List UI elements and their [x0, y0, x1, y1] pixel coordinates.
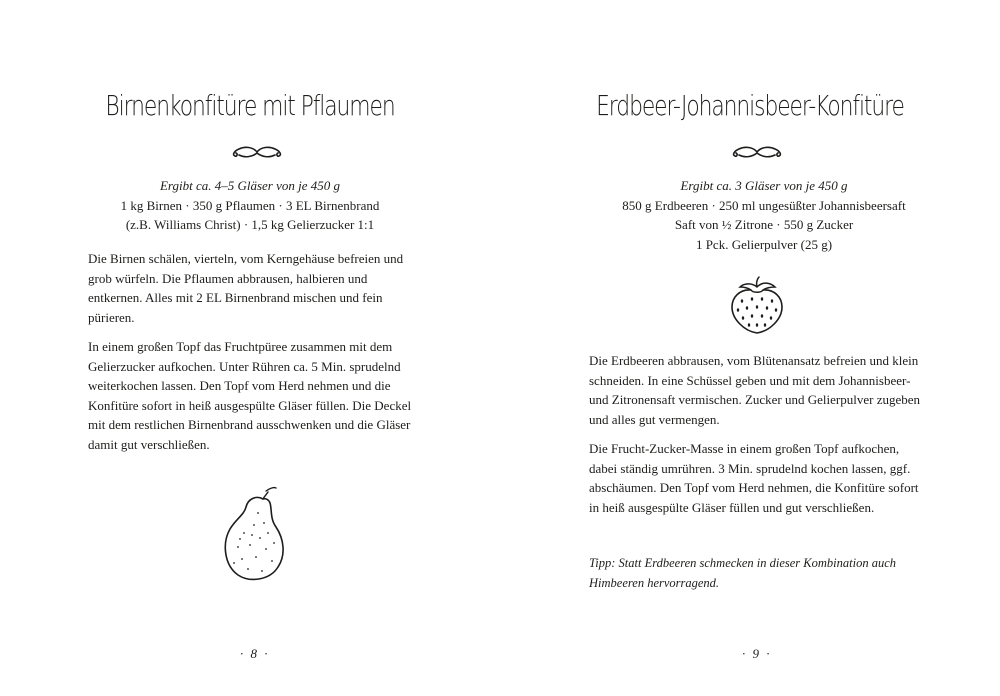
- ingredient-line: 1 kg Birnen · 350 g Pflaumen · 3 EL Birnenbrand: [120, 197, 380, 213]
- ingredient-line: (z.B. Williams Christ) · 1,5 kg Gelierzucker 1:1: [125, 217, 375, 232]
- page-number: · 9 ·: [742, 646, 772, 661]
- instruction-paragraph: Die Birnen schälen, vierteln, vom Kerngehäuse befreien und grob würfeln. Die Pflaumen abbrausen, halbieren und entkernen. Alles mit 2 EL Birnenbrand mischen und fein pürieren.: [88, 251, 404, 325]
- instruction-paragraph: In einem großen Topf das Fruchtpüree zusammen mit dem Gelierzucker aufkochen. Unter Rühren ca. 5 Min. sprudelnd weiterkochen lassen. Den Topf vom Herd nehmen und die Konfitüre sofort in heiß ausgespülte Gläser füllen. Die Deckel mit dem restlichen Birnenbrand ausschwenken und die Gläser damit gut verschließen.: [88, 339, 412, 452]
- ingredient-line: Saft von ½ Zitrone · 550 g Zucker: [674, 217, 854, 232]
- pear-illustration-icon: [214, 483, 294, 583]
- recipe-title: Erdbeer-Johannisbeer-Konfitüre: [596, 89, 904, 122]
- recipe-title: Birnenkonfitüre mit Pflaumen: [105, 89, 395, 122]
- instruction-paragraph: Die Frucht-Zucker-Masse in einem großen Topf aufkochen, dabei ständig umrühren. 3 Min. sprudelnd kochen lassen, ggf. abschäumen. Den Topf vom Herd nehmen, die Konfitüre sofort in heiß ausgespülte Gläser füllen und gut verschließen.: [589, 441, 919, 515]
- instruction-paragraph: Die Erdbeeren abbrausen, vom Blütenansatz befreien und klein schneiden. In eine Schüssel geben und mit dem Johannisbeer- und Zitronensaft vermischen. Zucker und Gelierpulver zugeben und alles gut vermengen.: [589, 353, 921, 427]
- yield-line: Ergibt ca. 3 Gläser von je 450 g: [680, 178, 848, 193]
- yield-block: [60, 176, 440, 235]
- right-page: [500, 0, 1000, 696]
- instructions: [589, 351, 929, 527]
- ingredient-line: 850 g Erdbeeren · 250 ml ungesüßter Johannisbeersaft: [622, 197, 906, 213]
- yield-line: Ergibt ca. 4–5 Gläser von je 450 g: [159, 178, 341, 193]
- page-number: · 8 ·: [240, 646, 270, 661]
- instructions: [88, 249, 424, 464]
- recipe-tip: Tipp: Statt Erdbeeren schmecken in dieser Kombination auch Himbeeren hervorragend.: [589, 556, 897, 590]
- mustache-flourish-icon: [727, 143, 787, 163]
- strawberry-illustration-icon: [726, 275, 788, 337]
- yield-block: [544, 176, 984, 254]
- mustache-flourish-icon: [227, 143, 287, 163]
- ingredient-line: 1 Pck. Gelierpulver (25 g): [695, 236, 833, 252]
